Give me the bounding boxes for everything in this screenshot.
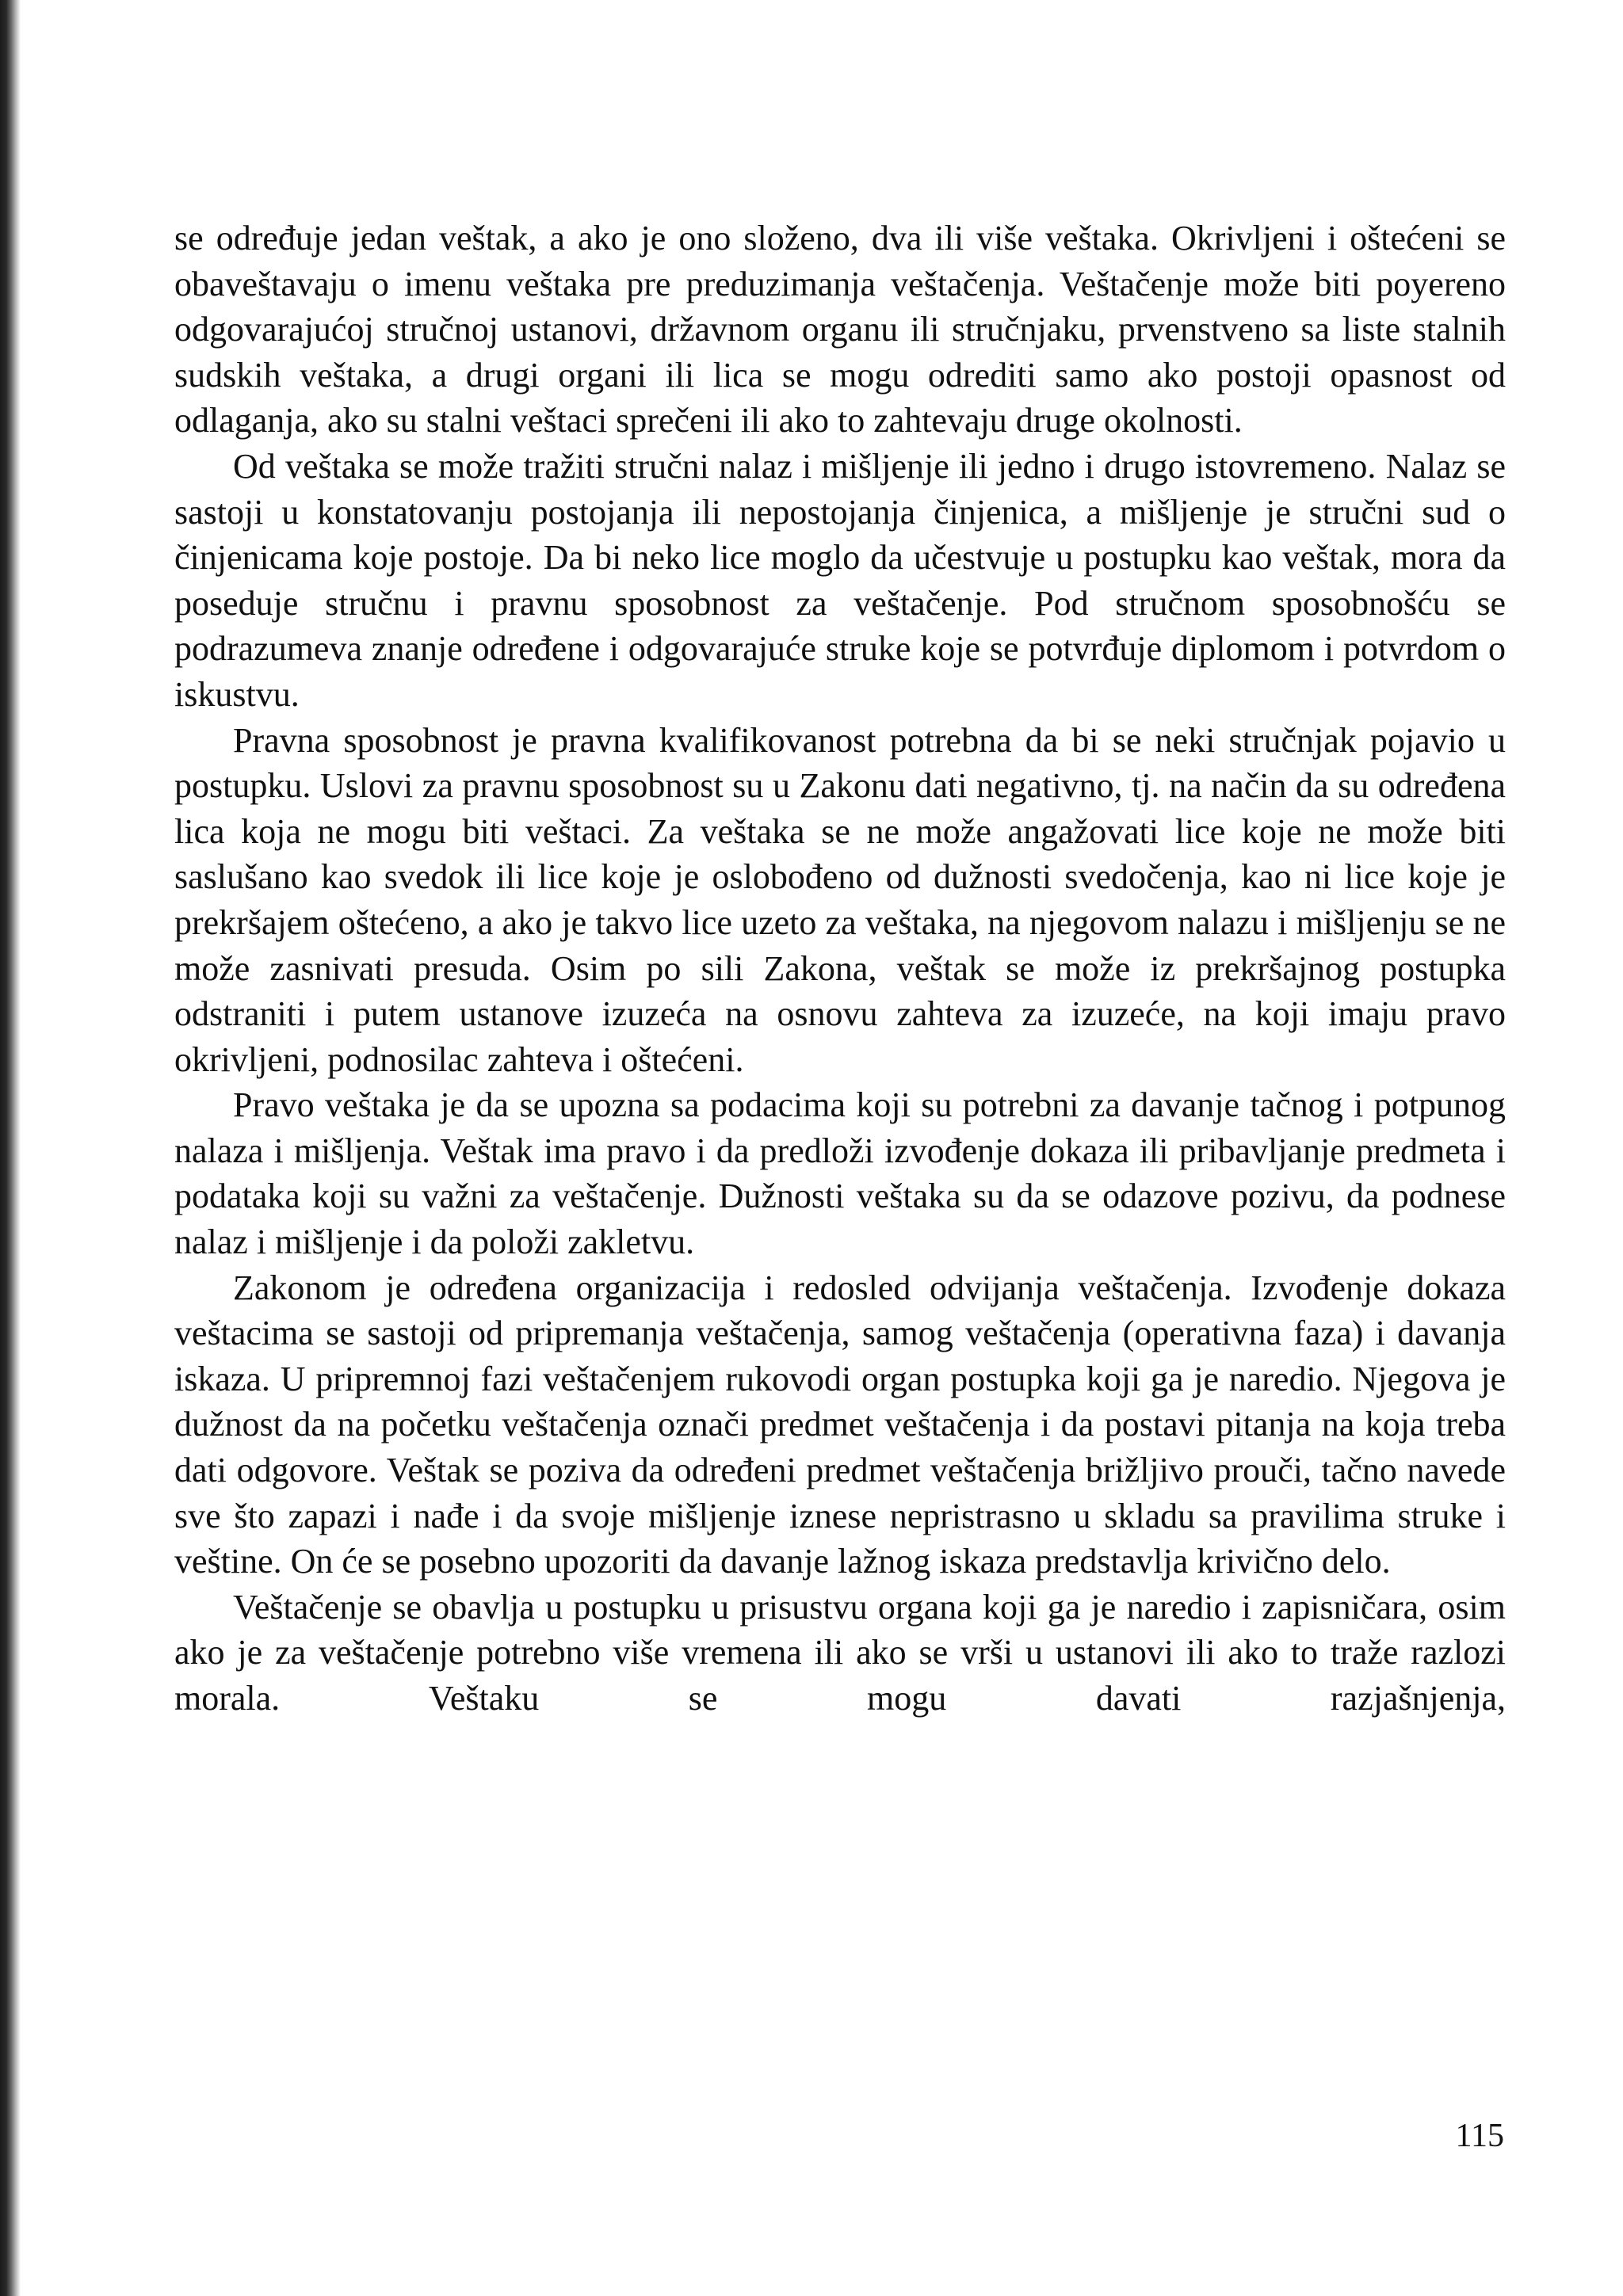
paragraph-4: Pravo veštaka je da se upozna sa podacima koji su potrebni za davanje tačnog i potpunog nalaza i mišljenja. Veštak ima pravo i da predloži izvođenje dokaza ili pribavljanje predmeta i podataka koji su važni za veštačenje. Dužnosti veštaka su da se odazove pozivu, da podnese nalaz i mišljenje i da položi zakletvu. bbox=[174, 1085, 1506, 1262]
page-number: 115 bbox=[1455, 2118, 1504, 2154]
paragraph-2: Od veštaka se može tražiti stručni nalaz i mišljenje ili jedno i drugo istovremeno. Nalaz se sastoji u konstatovanju postojanja ili nepostojanja činjenica, a mišljenje je stručni sud o činjenicama koje postoje. Da bi neko lice moglo da učestvuje u postupku kao veštak, mora da poseduje stručnu i pravnu sposobnost za veštačenje. Pod stručnom sposobnošću se podrazumeva znanje određene i odgovarajuće struke koje se potvrđuje diplomom i potvrdom o iskustvu. bbox=[174, 446, 1506, 714]
paragraph-3: Pravna sposobnost je pravna kvalifikovanost potrebna da bi se neki stručnjak pojavio u postupku. Uslovi za pravnu sposobnost su u Zakonu dati negativno, tj. na način da su određena lica koja ne mogu biti veštaci. Za veštaka se ne može angažovati lice koje ne može biti saslušano kao svedok ili lice koje je oslobođeno od dužnosti svedočenja, kao ni lice koje je prekršajem oštećeno, a ako je takvo lice uzeto za veštaka, na njegovom nalazu i mišljenju se ne može zasnivati presuda. Osim po sili Zakona, veštak se može iz prekršajnog postupka odstraniti i putem ustanove izuzeća na osnovu zahteva za izuzeće, na koji imaju pravo okrivljeni, podnosilac zahteva i oštećeni. bbox=[174, 720, 1506, 1079]
page-text-body bbox=[174, 215, 1506, 1722]
paragraph-5: Zakonom je određena organizacija i redosled odvijanja veštačenja. Izvođenje dokaza veštacima se sastoji od pripremanja veštačenja, samog veštačenja (operativna faza) i davanja iskaza. U pripremnoj fazi veštačenjem rukovodi organ postupka koji ga je naredio. Njegova je dužnost da na početku veštačenja označi predmet veštačenja i da postavi pitanja na koja treba dati odgovore. Veštak se poziva da određeni predmet veštačenja brižljivo prouči, tačno navede sve što zapazi i nađe i da svoje mišljenje iznese nepristrasno u skladu sa pravilima struke i veštine. On će se posebno upozoriti da davanje lažnog iskaza predstavlja krivično delo. bbox=[174, 1268, 1506, 1581]
paragraph-1: se određuje jedan veštak, a ako je ono složeno, dva ili više veštaka. Okrivljeni i oštećeni se obaveštavaju o imenu veštaka pre preduzimanja veštačenja. Veštačenje može biti poyereno odgovarajućoj stručnoj ustanovi, državnom organu ili stručnjaku, prvenstveno sa liste stalnih sudskih veštaka, a drugi organi ili lica se mogu odrediti samo ako postoji opasnost od odlaganja, ako su stalni veštaci sprečeni ili ako to zahtevaju druge okolnosti. bbox=[174, 219, 1506, 441]
scan-binding-edge bbox=[0, 0, 21, 2296]
paragraph-6: Veštačenje se obavlja u postupku u prisustvu organa koji ga je naredio i zapisničara, osim ako je za veštačenje potrebno više vremena ili ako se vrši u ustanovi ili ako to traže razlozi morala. Veštaku se mogu davati razjašnjenja, bbox=[174, 1587, 1506, 1718]
